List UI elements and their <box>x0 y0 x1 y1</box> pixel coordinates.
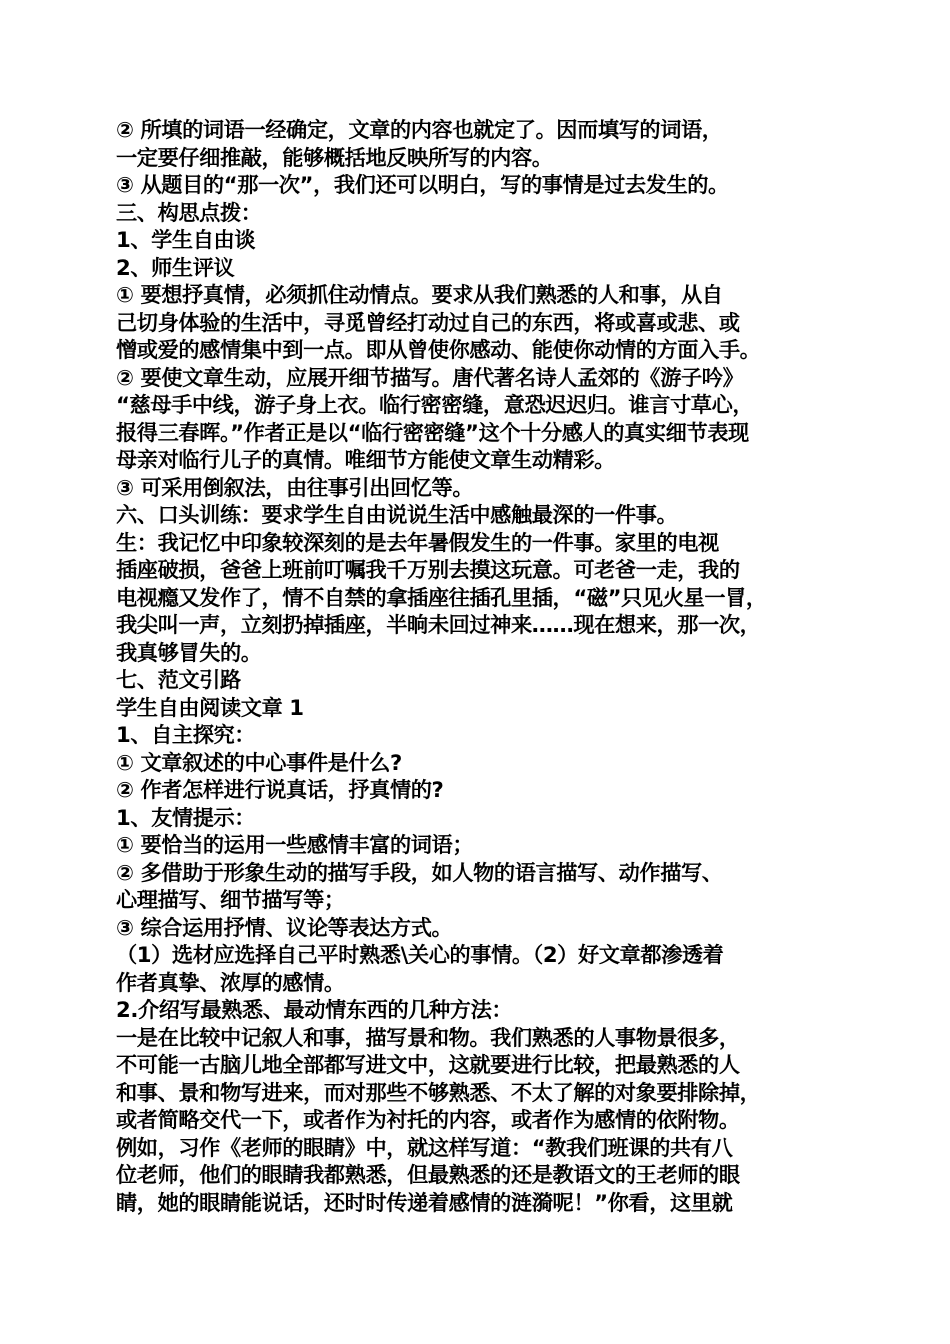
text-line: ① 要想抒真情，必须抓住动情点。要求从我们熟悉的人和事，从自 <box>116 282 723 307</box>
section-heading: 三、构思点拨： <box>116 199 262 225</box>
text-line: 或者简略交代一下，或者作为衬托的内容，或者作为感情的依附物。 <box>116 1107 740 1132</box>
text-line: 憎或爱的感情集中到一点。即从曾使你感动、能使你动情的方面入手。 <box>116 337 761 362</box>
text-line: 作者真挚、浓厚的感情。 <box>116 969 345 995</box>
text-line: 2.介绍写最熟悉、最动情东西的几种方法： <box>116 997 513 1022</box>
text-line: ② 所填的词语一经确定，文章的内容也就定了。因而填写的词语， <box>116 117 723 142</box>
text-line: 1、友情提示： <box>116 804 256 830</box>
text-line: 2、师生评议 <box>116 254 235 280</box>
text-line: 一是在比较中记叙人和事，描写景和物。我们熟悉的人事物景很多， <box>116 1024 740 1050</box>
text-line: 睛，她的眼睛能说话，还时时传递着感情的涟漪呢！”你看，这里就 <box>116 1189 733 1215</box>
text-line: 例如，习作《老师的眼睛》中，就这样写道：“教我们班课的共有八 <box>116 1134 733 1160</box>
text-line: 生：我记忆中印象较深刻的是去年暑假发生的一件事。家里的电视 <box>116 529 719 555</box>
text-line: 1、学生自由谈 <box>116 227 256 252</box>
text-line: ② 多借助于形象生动的描写手段，如人物的语言描写、动作描写、 <box>116 859 723 885</box>
text-line: 母亲对临行儿子的真情。唯细节方能使文章生动精彩。 <box>116 447 615 472</box>
text-line: 位老师，他们的眼睛我都熟悉，但最熟悉的还是教语文的王老师的眼 <box>116 1162 740 1187</box>
text-line: 我尖叫一声，立刻扔掉插座，半晌未回过神来……现在想来，那一次， <box>116 612 761 637</box>
text-line: 我真够冒失的。 <box>116 639 262 665</box>
text-line: 插座破损，爸爸上班前叮嘱我千万别去摸这玩意。可老爸一走，我的 <box>116 557 740 582</box>
text-line: 心理描写、细节描写等； <box>116 887 345 912</box>
text-line: ② 要使文章生动，应展开细节描写。唐代著名诗人孟郊的《游子吟》 <box>116 364 744 390</box>
text-line: 报得三春晖。”作者正是以“临行密密缝”这个十分感人的真实细节表现 <box>116 419 749 445</box>
section-heading: 七、范文引路 <box>116 667 241 692</box>
text-line: 和事、景和物写进来，而对那些不够熟悉、不太了解的对象要排除掉， <box>116 1079 761 1105</box>
text-line: ② 作者怎样进行说真话，抒真情的? <box>116 777 444 802</box>
text-line: 不可能一古脑儿地全部都写进文中，这就要进行比较，把最熟悉的人 <box>116 1052 740 1077</box>
text-line: ③ 综合运用抒情、议论等表达方式。 <box>116 914 453 940</box>
text-line: 学生自由阅读文章 1 <box>116 694 304 720</box>
text-line: 一定要仔细推敲，能够概括地反映所写的内容。 <box>116 144 553 170</box>
text-line: 己切身体验的生活中，寻觅曾经打动过自己的东西，将或喜或悲、或 <box>116 309 740 335</box>
section-heading: 六、口头训练：要求学生自由说说生活中感触最深的一件事。 <box>116 502 678 527</box>
text-line: 1、自主探究： <box>116 722 256 747</box>
text-line: （1）选材应选择自己平时熟悉\关心的事情。（2）好文章都渗透着 <box>116 942 724 967</box>
document-body <box>116 116 856 1216</box>
text-line: ③ 从题目的“那一次”，我们还可以明白，写的事情是过去发生的。 <box>116 172 729 197</box>
text-line: ① 文章叙述的中心事件是什么? <box>116 749 402 775</box>
text-line: ① 要恰当的运用一些感情丰富的词语； <box>116 832 474 857</box>
text-line: ③ 可采用倒叙法，由往事引出回忆等。 <box>116 474 474 500</box>
text-line: “慈母手中线，游子身上衣。临行密密缝，意恐迟迟归。谁言寸草心， <box>116 392 754 417</box>
text-line: 电视瘾又发作了，情不自禁的拿插座往插孔里插，“磁”只见火星一冒， <box>116 584 767 610</box>
